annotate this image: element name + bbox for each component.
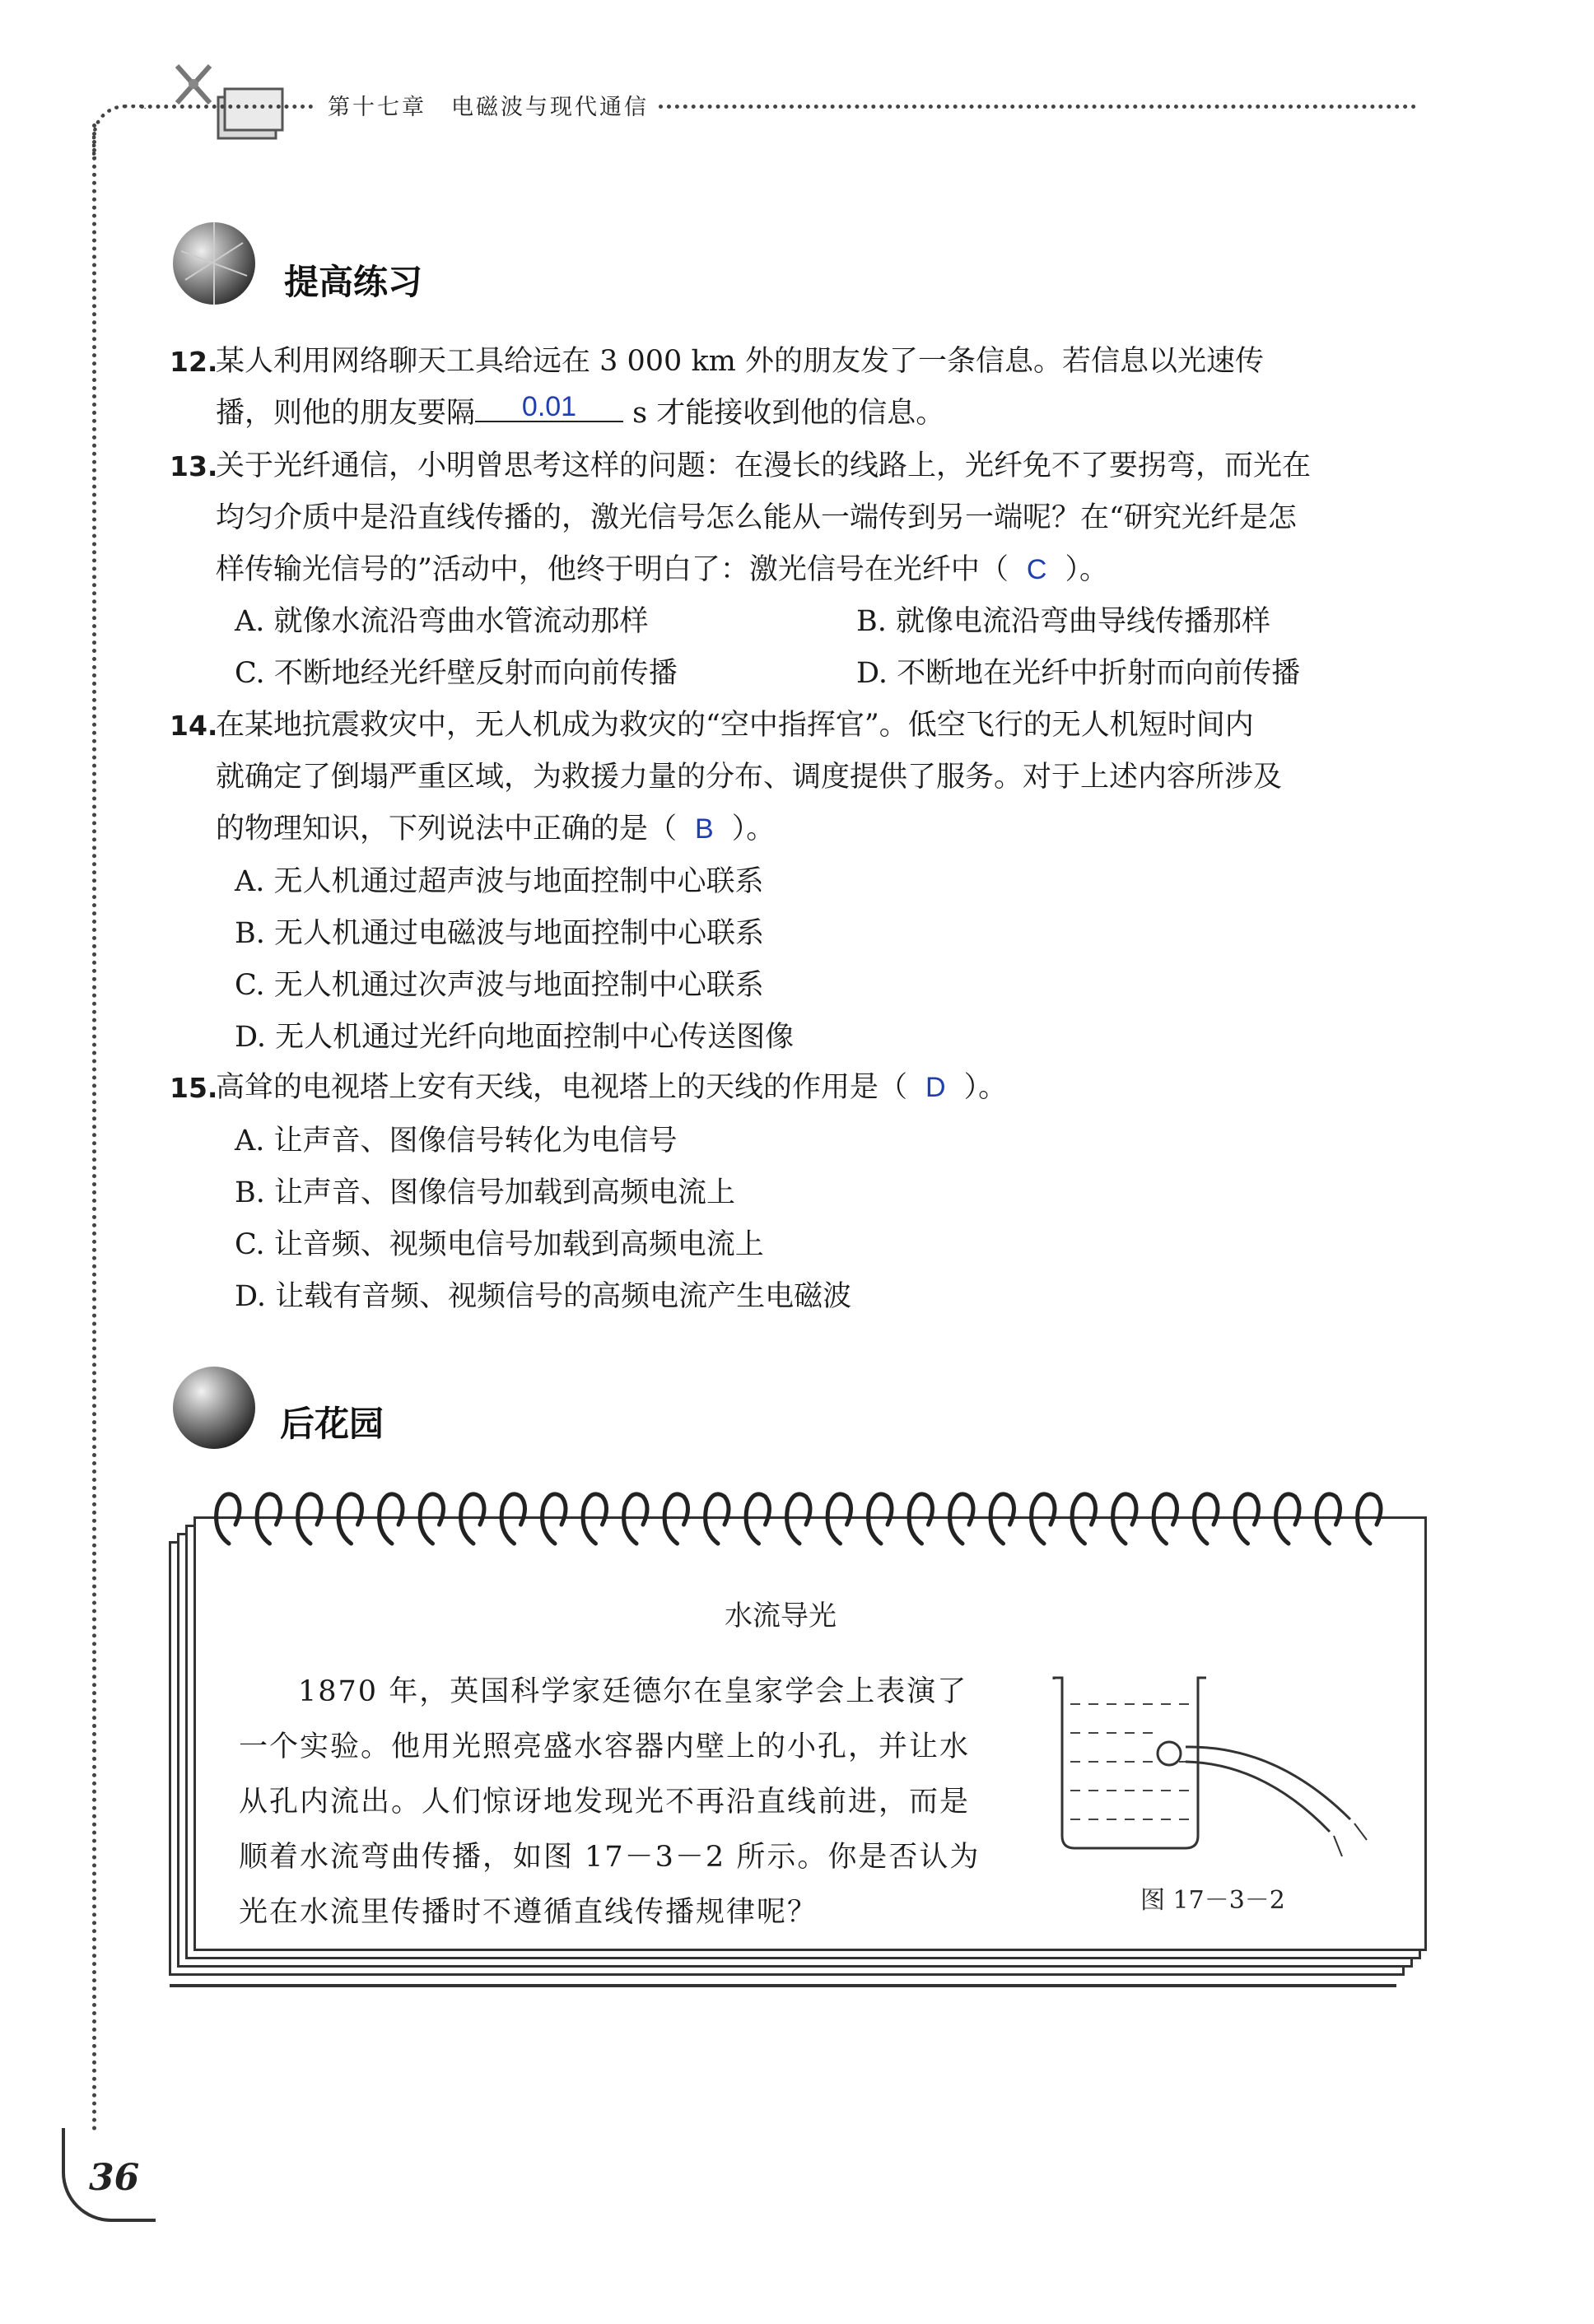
story-line: 一个实验。他用光照亮盛水容器内壁上的小孔，并让水 (239, 1730, 971, 1763)
question-text: 播，则他的朋友要隔 (216, 397, 476, 430)
story-line: 1870 年，英国科学家廷德尔在皇家学会上表演了 (298, 1675, 968, 1708)
answer-choice: B (695, 813, 714, 845)
question-number: 13. (170, 450, 218, 482)
question-text: 就确定了倒塌严重区域，为救援力量的分布、调度提供了服务。对于上述内容所涉及 (216, 761, 1283, 794)
answer-value: 0.01 (521, 391, 577, 422)
question-text: 高耸的电视塔上安有天线，电视塔上的天线的作用是（ (216, 1071, 908, 1104)
option-c: C. 不断地经光纤壁反射而向前传播 (235, 657, 678, 690)
spiral-binding-icon (206, 1482, 1408, 1556)
sphere-icon (169, 1362, 259, 1453)
answer-choice: D (925, 1072, 946, 1103)
header-divider (140, 105, 313, 109)
option-b: B. 无人机通过电磁波与地面控制中心联系 (235, 917, 764, 950)
margin-divider (92, 123, 96, 2132)
option-a: A. 无人机通过超声波与地面控制中心联系 (235, 865, 764, 898)
story-line: 顺着水流弯曲传播，如图 17－3－2 所示。你是否认为 (239, 1841, 981, 1874)
question-text: 关于光纤通信，小明曾思考这样的问题：在漫长的线路上，光纤免不了要拐弯，而光在 (216, 449, 1312, 482)
header-divider-right (659, 105, 1416, 109)
chapter-logo-icon (161, 58, 292, 148)
story-text (239, 1665, 1029, 1940)
question-15 (170, 1062, 1424, 1114)
question-text: ）。 (1065, 553, 1108, 586)
question-text: 某人利用网络聊天工具给远在 3 000 km 外的朋友发了一条信息。若信息以光速传 (216, 345, 1264, 378)
question-text: 样传输光信号的”活动中，他终于明白了：激光信号在光纤中（ (216, 553, 1009, 586)
answer-blank (475, 388, 623, 422)
story-line: 光在水流里传播时不遵循直线传播规律呢？ (239, 1896, 818, 1929)
option-c: C. 让音频、视频电信号加载到高频电流上 (235, 1228, 764, 1261)
question-14 (170, 700, 1424, 855)
question-number: 14. (170, 710, 218, 742)
globe-icon (169, 218, 259, 309)
water-light-figure (1046, 1671, 1391, 1869)
option-b: B. 就像电流沿弯曲导线传播那样 (856, 605, 1270, 638)
question-text: 在某地抗震救灾中，无人机成为救灾的“空中指挥官”。低空飞行的无人机短时间内 (216, 709, 1254, 742)
figure-caption: 图 17－3－2 (1140, 1886, 1285, 1915)
option-d: D. 无人机通过光纤向地面控制中心传送图像 (235, 1021, 795, 1054)
question-13 (170, 440, 1424, 596)
chapter-title: 第十七章 电磁波与现代通信 (328, 95, 649, 120)
question-text: 均匀介质中是沿直线传播的，激光信号怎么能从一端传到另一端呢？在“研究光纤是怎 (216, 501, 1297, 534)
option-a: A. 让声音、图像信号转化为电信号 (235, 1125, 678, 1157)
question-text: ）。 (963, 1071, 1008, 1104)
story-line: 从孔内流出。人们惊讶地发现光不再沿直线前进，而是 (239, 1786, 971, 1819)
story-title: 水流导光 (725, 1600, 837, 1632)
option-d: D. 让载有音频、视频信号的高频电流产生电磁波 (235, 1280, 852, 1313)
question-12 (170, 336, 1424, 440)
page-number: 36 (89, 2157, 140, 2199)
question-text: ）。 (731, 813, 776, 845)
option-c: C. 无人机通过次声波与地面控制中心联系 (235, 969, 764, 1002)
notebook-base-line (170, 1984, 1396, 1987)
option-a: A. 就像水流沿弯曲水管流动那样 (235, 605, 649, 638)
option-b: B. 让声音、图像信号加载到高频电流上 (235, 1176, 735, 1209)
option-d: D. 不断地在光纤中折射而向前传播 (856, 657, 1301, 690)
section-title-practice: 提高练习 (284, 262, 423, 302)
question-number: 12. (170, 346, 218, 378)
header-corner-decoration (92, 105, 146, 158)
question-text: s 才能接收到他的信息。 (623, 397, 945, 430)
section-title-garden: 后花园 (280, 1404, 385, 1444)
question-text: 的物理知识，下列说法中正确的是（ (216, 813, 678, 845)
question-number: 15. (170, 1072, 218, 1104)
answer-choice: C (1026, 554, 1047, 585)
